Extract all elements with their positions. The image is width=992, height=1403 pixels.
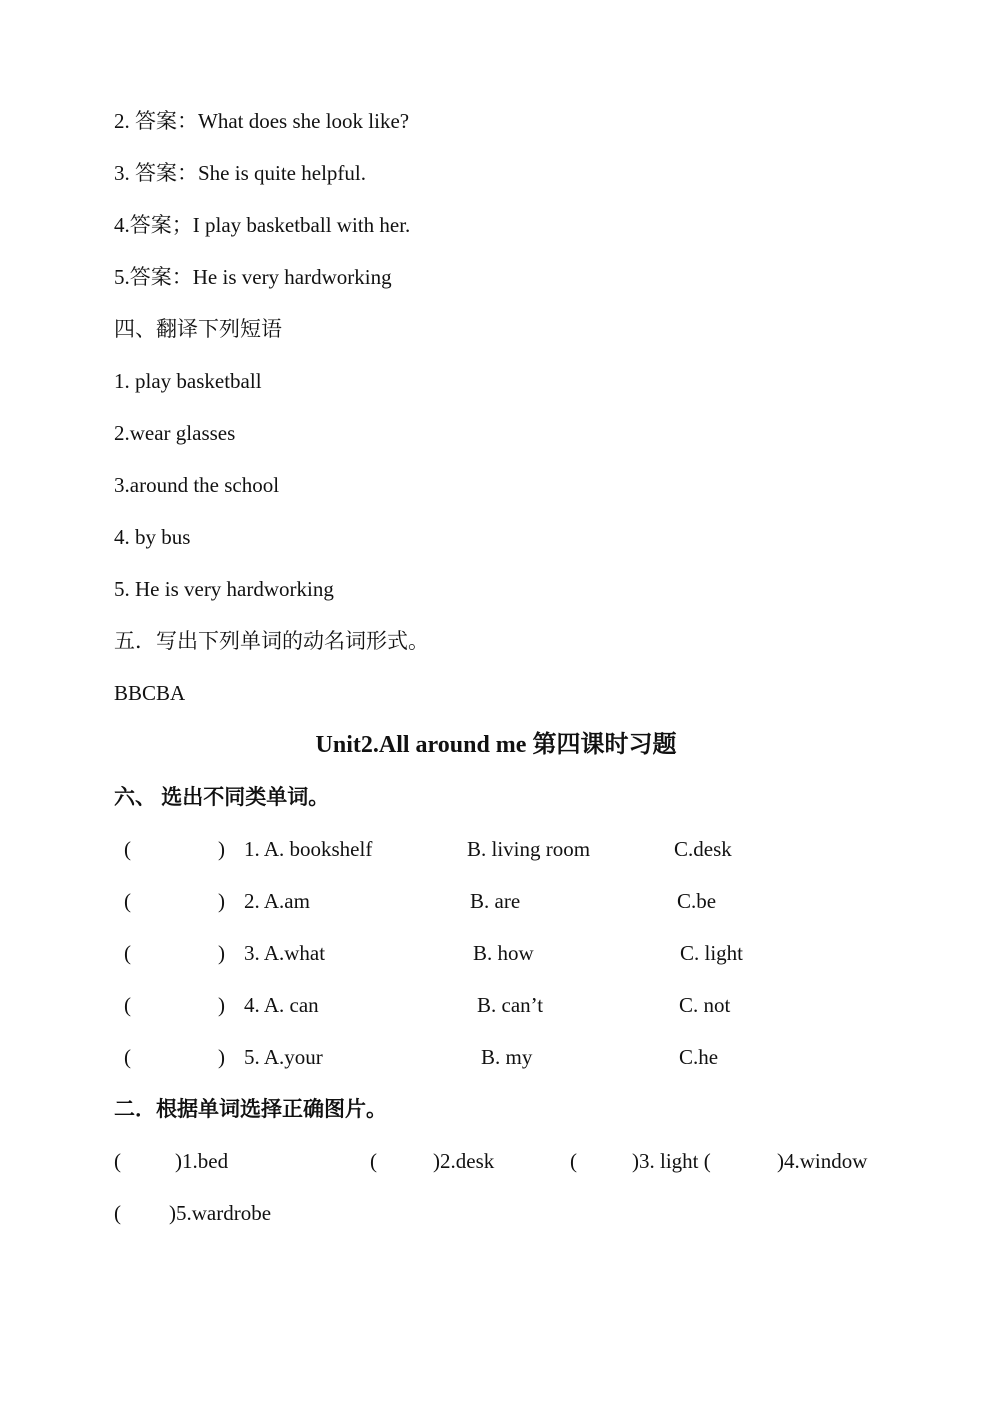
answer-blank-close: )	[218, 993, 225, 1017]
option-c: C. light	[680, 941, 744, 965]
option-a: 4. A. can	[244, 993, 319, 1017]
option-c: C. not	[679, 993, 731, 1017]
option-a: 5. A.your	[244, 1045, 323, 1069]
word-item: )4.window	[777, 1149, 868, 1173]
section-heading: 四、翻译下列短语	[114, 317, 282, 341]
section-heading: 六、 选出不同类单词。	[114, 785, 330, 809]
answer-blank-open: (	[124, 1045, 131, 1069]
option-c: C.he	[679, 1045, 719, 1069]
answer-blank-open: (	[114, 1201, 121, 1225]
option-c: C.desk	[674, 837, 732, 861]
option-c: C.be	[677, 889, 717, 913]
answer-key: BBCBA	[114, 681, 186, 705]
answer-blank-open: (	[570, 1149, 577, 1173]
answer-blank-close: )	[218, 889, 225, 913]
option-a: 1. A. bookshelf	[244, 837, 373, 861]
option-b: B. can’t	[477, 993, 544, 1017]
option-b: B. are	[470, 889, 521, 913]
answer-blank-open: (	[124, 889, 131, 913]
answer-line: 3. 答案：She is quite helpful.	[114, 161, 366, 185]
answer-blank-open: (	[370, 1149, 377, 1173]
phrase-item: 2.wear glasses	[114, 421, 236, 445]
phrase-item: 1. play basketball	[114, 369, 262, 393]
option-b: B. my	[481, 1045, 533, 1069]
answer-blank-close: )	[218, 837, 225, 861]
answer-line: 4.答案；I play basketball with her.	[114, 213, 411, 237]
word-item: )5.wardrobe	[169, 1201, 272, 1225]
answer-blank-open: (	[124, 941, 131, 965]
phrase-item: 3.around the school	[114, 473, 280, 497]
answer-line: 5.答案：He is very hardworking	[114, 265, 392, 289]
answer-blank-open: (	[124, 837, 131, 861]
page-title: Unit2.All around me 第四课时习题	[315, 732, 677, 758]
answer-blank-open: (	[114, 1149, 121, 1173]
answer-blank-close: )	[218, 1045, 225, 1069]
phrase-item: 4. by bus	[114, 525, 191, 549]
answer-blank-open: (	[124, 993, 131, 1017]
word-item: )2.desk	[433, 1149, 495, 1173]
option-a: 2. A.am	[244, 889, 310, 913]
answer-line: 2. 答案：What does she look like?	[114, 109, 410, 133]
option-b: B. living room	[467, 837, 591, 861]
word-item: )3. light (	[632, 1149, 711, 1173]
phrase-item: 5. He is very hardworking	[114, 577, 334, 601]
word-item: )1.bed	[175, 1149, 229, 1173]
section-heading: 二．根据单词选择正确图片。	[114, 1097, 387, 1121]
option-b: B. how	[473, 941, 534, 965]
option-a: 3. A.what	[244, 941, 326, 965]
answer-blank-close: )	[218, 941, 225, 965]
section-heading: 五．写出下列单词的动名词形式。	[114, 629, 429, 653]
